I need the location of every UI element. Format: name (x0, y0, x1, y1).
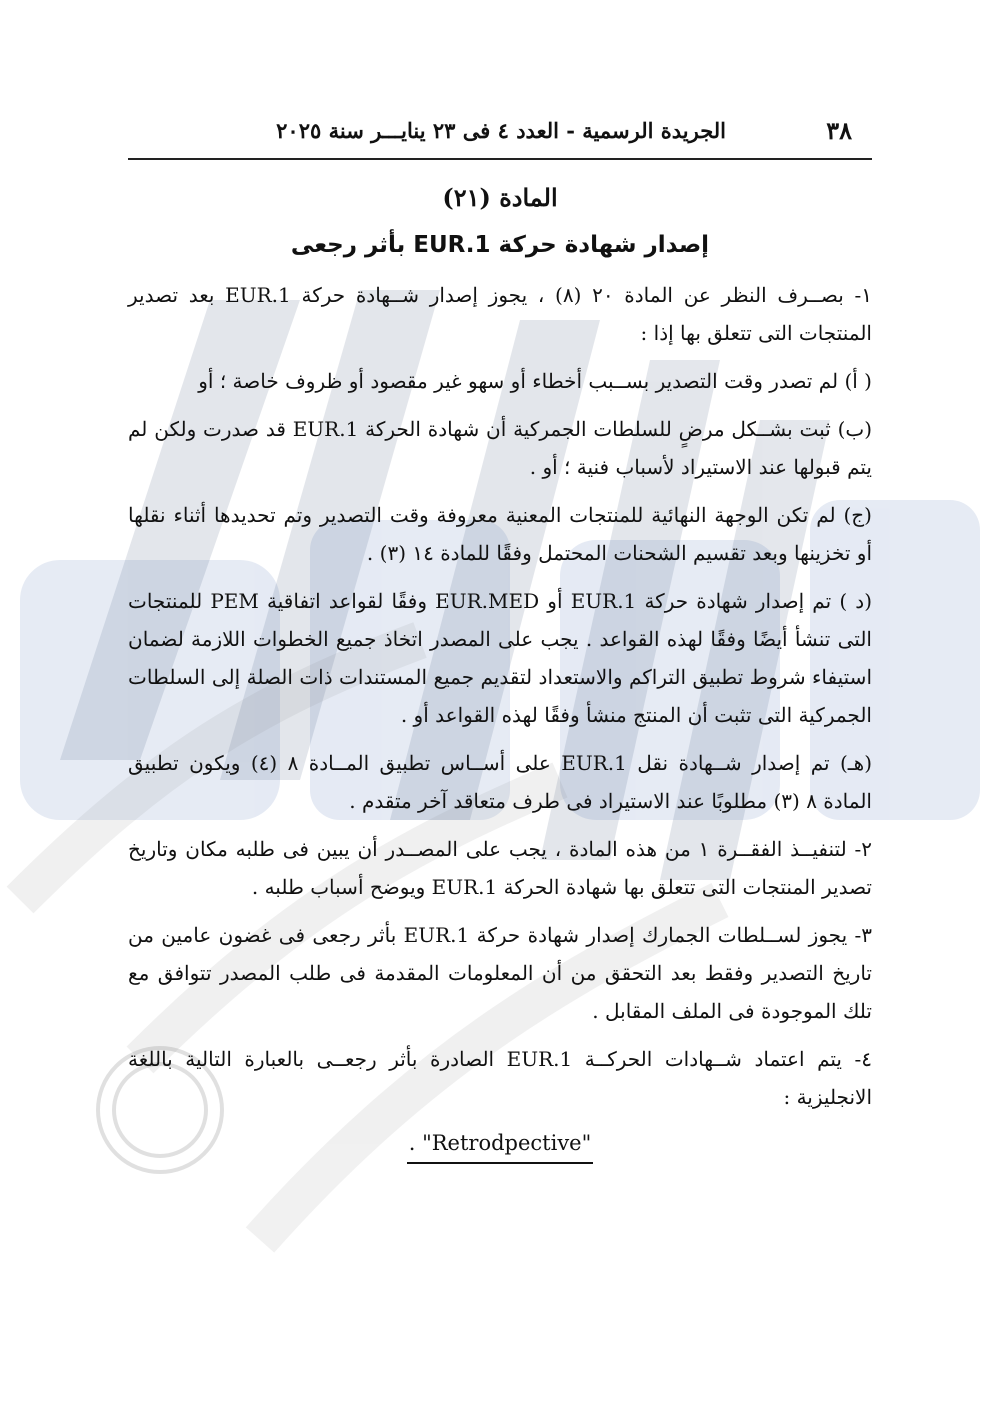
paragraph: ٤- يتم اعتماد شــهادات الحركــة EUR.1 الصادرة بأثر رجعــى بالعبارة التالية باللغة الانجليزية : (128, 1047, 873, 1109)
closing-phrase: . "Retrodpective" (407, 1126, 594, 1164)
page-header (128, 114, 872, 160)
paragraph: (د ) تم إصدار شهادة حركة EUR.1 أو EUR.MED وفقًا لقواعد اتفاقية PEM للمنتجات التى تنشأ أيضًا وفقًا لهذه القواعد . يجب على المصدر اتخاذ جميع الخطوات اللازمة لضمان استيفاء شروط تطبيق التراكم والاستعداد لتقديم جميع المستندات ذات الصلة إلى السلطات الجمركية التى تثبت أن المنتج منشأ وفقًا لهذه القواعد أو . (128, 589, 872, 727)
paragraph: (ج) لم تكن الوجهة النهائية للمنتجات المعنية معروفة وقت التصدير وتم تحديدها أثناء نقلها أو تخزينها وبعد تقسيم الشحنات المحتمل وفقًا للمادة ١٤ (٣) . (128, 503, 872, 565)
paragraph: (هـ) تم إصدار شــهادة نقل EUR.1 على أســاس تطبيق المــادة ٨ (٤) ويكون تطبيق المادة ٨ (٣) مطلوبًا عند الاستيراد فى طرف متعاقد آخر متقدم . (128, 751, 873, 813)
paragraph: ( أ) لم تصدر وقت التصدير بســبب أخطاء أو سهو غير مقصود أو ظروف خاصة ؛ أو (198, 369, 872, 393)
article-title: المادة (٢١) (442, 183, 558, 212)
closing-phrase-block (128, 1126, 872, 1164)
paragraph: ٣- يجوز لســلطات الجمارك إصدار شهادة حركة EUR.1 بأثر رجعى فى غضون عامين من تاريخ التصدير وفقط بعد التحقق من أن المعلومات المقدمة فى طلب المصدر تتوافق مع تلك الموجودة فى الملف المقابل . (128, 923, 872, 1023)
article-body (128, 180, 872, 1164)
article-subtitle: إصدار شهادة حركة EUR.1 بأثر رجعى (290, 232, 710, 258)
paragraph: (ب) ثبت بشــكل مرضٍ للسلطات الجمركية أن شهادة الحركة EUR.1 قد صدرت ولكن لم يتم قبولها عند الاستيراد لأسباب فنية ؛ أو . (128, 417, 872, 479)
running-title: الجريدة الرسمية - العدد ٤ فى ٢٣ ينايـــر سنة ٢٠٢٥ (276, 118, 726, 143)
page-number: ٣٨ (826, 116, 852, 145)
paragraph: ٢- لتنفيــذ الفقــرة ١ من هذه المادة ، يجب على المصــدر أن يبين فى طلبه مكان وتاريخ تصدير المنتجات التى تتعلق بها شهادة الحركة EUR.1 ويوضح أسباب طلبه . (128, 837, 873, 899)
paragraph: ١- بصــرف النظر عن المادة ٢٠ (٨) ، يجوز إصدار شــهادة حركة EUR.1 بعد تصدير المنتجات التى تتعلق بها إذا : (128, 283, 873, 345)
